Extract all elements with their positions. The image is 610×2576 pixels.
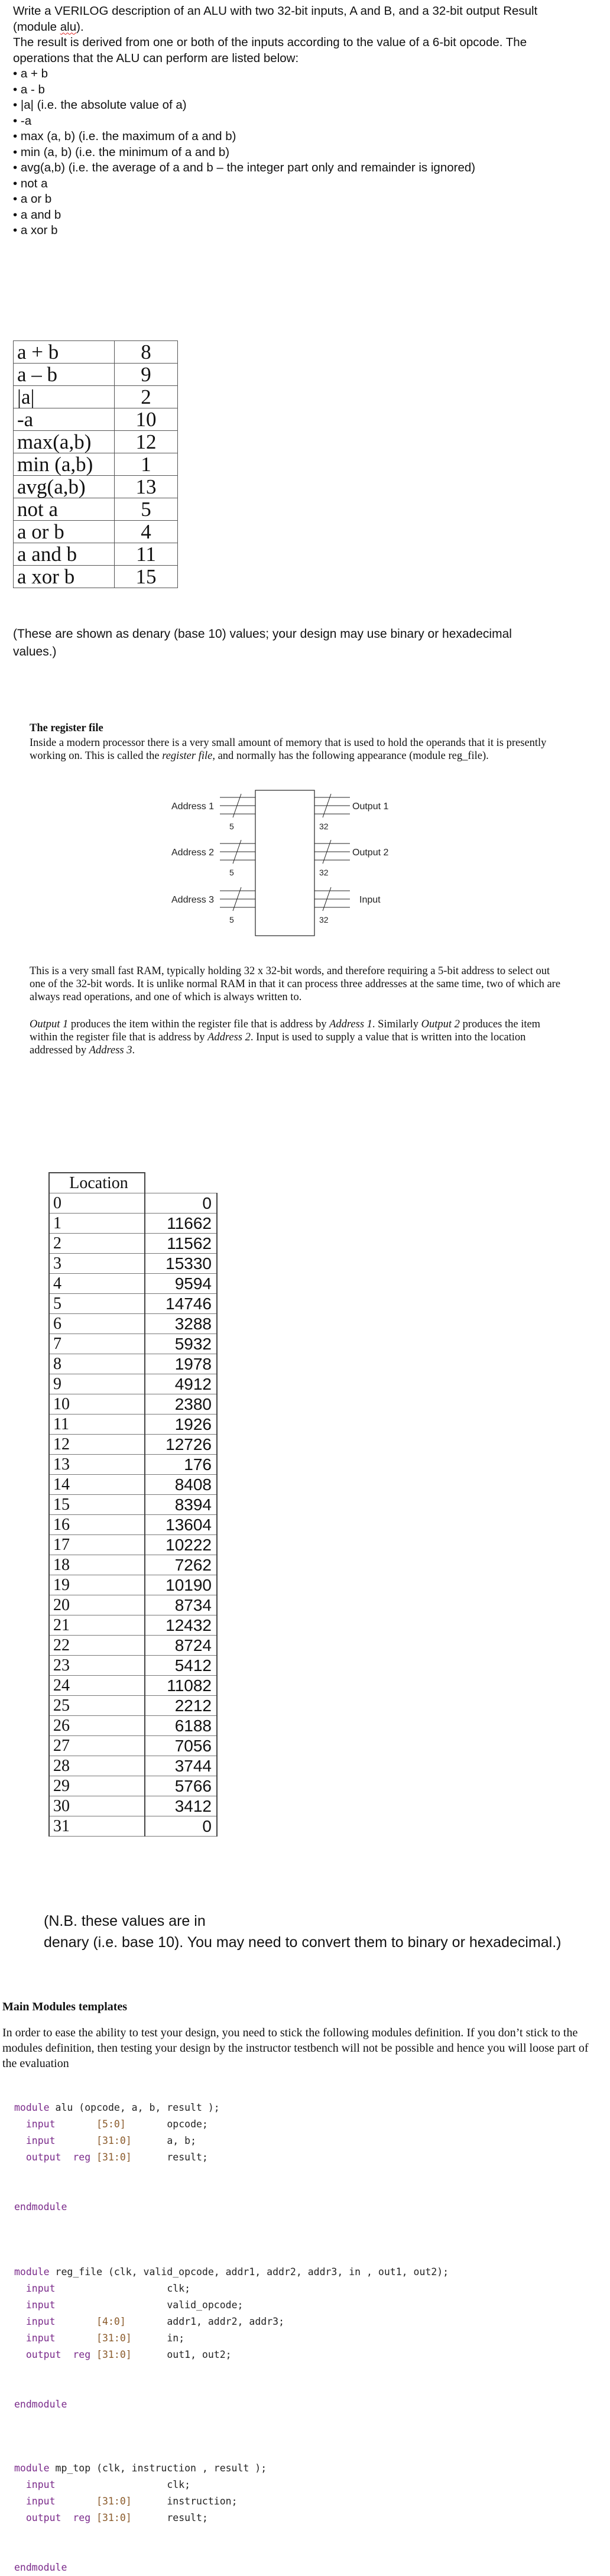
location-row — [49, 1435, 217, 1455]
operation-item: • a or b — [13, 192, 52, 206]
operation-cell: a + b — [14, 341, 115, 364]
code-line — [14, 2559, 267, 2576]
location-cell: 4 — [49, 1274, 145, 1294]
opcode-cell: 9 — [115, 364, 178, 386]
code-line — [14, 2493, 267, 2510]
operation-cell: not a — [14, 498, 115, 521]
value-cell: 2380 — [145, 1394, 217, 1414]
value-cell: 8394 — [145, 1495, 217, 1515]
location-cell: 5 — [49, 1294, 145, 1314]
location-cell: 19 — [49, 1575, 145, 1595]
location-row — [49, 1234, 217, 1254]
value-cell: 1926 — [145, 1414, 217, 1435]
location-cell: 8 — [49, 1354, 145, 1374]
value-cell: 6188 — [145, 1716, 217, 1736]
register-contents-table — [48, 1172, 218, 1837]
location-cell: 22 — [49, 1636, 145, 1656]
operation-cell: a xor b — [14, 566, 115, 588]
code-keyword: reg — [73, 2349, 91, 2360]
code-keyword: input — [25, 2332, 56, 2344]
code-line — [14, 2510, 267, 2526]
operation-item: • a xor b — [13, 223, 58, 237]
location-cell: 11 — [49, 1414, 145, 1435]
rf-text: produces the item within the register file that is address by — [68, 1018, 330, 1030]
location-row — [49, 1394, 217, 1414]
code-keyword: output — [25, 2512, 61, 2523]
output1-width: 32 — [319, 822, 329, 831]
register-file-intro — [30, 737, 562, 763]
nb-note-line: (N.B. these values are in — [44, 1913, 206, 1929]
location-row — [49, 1736, 217, 1756]
opcode-cell: 13 — [115, 476, 178, 498]
location-cell: 0 — [49, 1193, 145, 1214]
location-row — [49, 1475, 217, 1495]
intro-line: Write a VERILOG description of an ALU with two 32-bit inputs, A and B, and a 32-bit output Result — [13, 4, 538, 18]
operation-cell: |a| — [14, 386, 115, 408]
code-range: [5:0] — [96, 2118, 126, 2130]
opcode-cell: 10 — [115, 408, 178, 431]
operation-cell: avg(a,b) — [14, 476, 115, 498]
code-keyword: input — [25, 2118, 56, 2130]
opcode-cell: 4 — [115, 521, 178, 543]
code-line — [14, 2280, 449, 2297]
rf-text: . Input is used to supply a value that is written into the location addressed by — [30, 1031, 526, 1056]
location-cell: 9 — [49, 1374, 145, 1394]
value-cell: 11562 — [145, 1234, 217, 1254]
value-cell: 5766 — [145, 1776, 217, 1796]
code-line — [14, 2460, 267, 2477]
operation-item: • max (a, b) (i.e. the maximum of a and b) — [13, 129, 236, 143]
location-row — [49, 1656, 217, 1676]
value-cell: 14746 — [145, 1294, 217, 1314]
value-cell: 11662 — [145, 1214, 217, 1234]
intro-text: alu — [60, 20, 77, 34]
location-row — [49, 1535, 217, 1555]
code-text: result; — [167, 2152, 208, 2163]
location-row — [49, 1595, 217, 1615]
value-cell: 10222 — [145, 1535, 217, 1555]
code-text: instruction; — [167, 2496, 238, 2507]
value-cell: 7056 — [145, 1736, 217, 1756]
opcode-row — [14, 341, 178, 364]
opcode-row — [14, 408, 178, 431]
mp-top-module-code — [14, 2460, 267, 2576]
location-row — [49, 1254, 217, 1274]
location-cell: 14 — [49, 1475, 145, 1495]
code-range: [31:0] — [96, 2349, 132, 2360]
opcode-cell: 12 — [115, 431, 178, 453]
code-line — [14, 2297, 449, 2314]
opcode-row — [14, 431, 178, 453]
code-keyword: endmodule — [14, 2201, 67, 2212]
code-range: [31:0] — [96, 2512, 132, 2523]
code-line — [14, 2347, 449, 2363]
location-row — [49, 1676, 217, 1696]
location-row — [49, 1414, 217, 1435]
alu-module-code — [14, 2100, 220, 2215]
operation-item: • a and b — [13, 207, 61, 222]
code-line — [14, 2477, 267, 2493]
value-cell: 3412 — [145, 1796, 217, 1816]
operation-cell: a – b — [14, 364, 115, 386]
operation-item: • a + b — [13, 67, 48, 80]
rf-text: . Similarly — [372, 1018, 421, 1030]
code-line — [14, 2314, 449, 2330]
intro-text: (module — [13, 20, 60, 34]
code-text: alu (opcode, a, b, result ); — [55, 2102, 220, 2113]
code-range: [31:0] — [96, 2152, 132, 2163]
value-cell: 12726 — [145, 1435, 217, 1455]
code-keyword: input — [25, 2299, 56, 2311]
location-cell: 6 — [49, 1314, 145, 1334]
operation-item: • -a — [13, 113, 32, 128]
denary-note: (These are shown as denary (base 10) values; your design may use binary or hexadecimal values.) — [13, 627, 512, 658]
code-text: reg_file (clk, valid_opcode, addr1, addr2, addr3, in , out1, out2); — [55, 2266, 449, 2277]
operation-item: • not a — [13, 176, 48, 190]
location-cell: 23 — [49, 1656, 145, 1676]
code-keyword: input — [25, 2283, 56, 2294]
location-cell: 15 — [49, 1495, 145, 1515]
location-cell: 12 — [49, 1435, 145, 1455]
register-file-diagram — [171, 789, 408, 961]
operation-item: • |a| (i.e. the absolute value of a) — [13, 98, 187, 112]
location-cell: 16 — [49, 1515, 145, 1535]
code-text: clk; — [167, 2479, 191, 2490]
location-cell: 21 — [49, 1615, 145, 1636]
intro-section — [13, 4, 598, 239]
location-row — [49, 1515, 217, 1535]
location-cell: 26 — [49, 1716, 145, 1736]
code-text: addr1, addr2, addr3; — [167, 2316, 285, 2327]
rf-text-emphasis: Output 1 — [30, 1018, 69, 1030]
rf-text: . — [132, 1044, 135, 1056]
location-row — [49, 1776, 217, 1796]
value-cell: 5412 — [145, 1656, 217, 1676]
code-line — [14, 2182, 220, 2199]
rf-text-emphasis: Address 3 — [89, 1044, 132, 1056]
code-keyword: input — [25, 2496, 56, 2507]
code-line — [14, 2396, 449, 2413]
intro-line: operations that the ALU can perform are listed below: — [13, 51, 299, 65]
register-file-title: The register file — [30, 722, 103, 734]
rf-text-emphasis: Output 2 — [421, 1018, 460, 1030]
opcode-cell: 15 — [115, 566, 178, 588]
code-line — [14, 2380, 449, 2396]
code-line — [14, 2133, 220, 2149]
location-row — [49, 1555, 217, 1575]
operation-cell: min (a,b) — [14, 453, 115, 476]
code-keyword: input — [25, 2135, 56, 2146]
location-row — [49, 1575, 217, 1595]
value-header — [145, 1173, 217, 1193]
location-row — [49, 1374, 217, 1394]
location-row — [49, 1716, 217, 1736]
rf-text: Inside a modern processor there is a very small amount of memory that is used to hold the operands that it is presently working on. This is called the — [30, 737, 547, 762]
code-keyword: input — [25, 2479, 56, 2490]
address3-label: Address 3 — [171, 895, 215, 905]
main-modules-description: In order to ease the ability to test your design, you need to stick the following modules definition. If you don’t stick to the modules definition, then testing your design by the instructor testbench will not be possible and hence you will loose part of the evaluation — [2, 2026, 589, 2070]
code-text: mp_top (clk, instruction , result ); — [55, 2463, 267, 2474]
code-keyword: module — [14, 2102, 50, 2113]
code-line — [14, 2330, 449, 2347]
opcode-row — [14, 453, 178, 476]
nb-note — [44, 1910, 588, 1953]
code-keyword: module — [14, 2266, 50, 2277]
register-file-ports — [30, 1018, 562, 1057]
value-cell: 1978 — [145, 1354, 217, 1374]
opcode-cell: 11 — [115, 543, 178, 566]
opcode-cell: 8 — [115, 341, 178, 364]
output2-width: 32 — [319, 868, 329, 877]
location-row — [49, 1495, 217, 1515]
rf-text-emphasis: Address 1 — [329, 1018, 372, 1030]
rf-text-emphasis: register file — [162, 750, 213, 762]
location-cell: 27 — [49, 1736, 145, 1756]
code-text: clk; — [167, 2283, 191, 2294]
opcode-table — [13, 340, 178, 588]
value-cell: 4912 — [145, 1374, 217, 1394]
code-text: result; — [167, 2512, 208, 2523]
code-keyword: reg — [73, 2512, 91, 2523]
location-header: Location — [49, 1173, 145, 1193]
code-text: valid_opcode; — [167, 2299, 244, 2311]
opcode-cell: 5 — [115, 498, 178, 521]
rf-text-emphasis: Address 2 — [207, 1031, 251, 1043]
opcode-row — [14, 386, 178, 408]
location-row — [49, 1696, 217, 1716]
value-cell: 3288 — [145, 1314, 217, 1334]
value-cell: 2212 — [145, 1696, 217, 1716]
opcode-row — [14, 364, 178, 386]
location-row — [49, 1354, 217, 1374]
code-line — [14, 2199, 220, 2215]
location-header-row — [49, 1173, 217, 1193]
intro-text: ). — [76, 20, 84, 34]
location-row — [49, 1636, 217, 1656]
reg-file-module-code — [14, 2264, 449, 2413]
nb-note-line: denary (i.e. base 10). You may need to convert them to binary or hexadecimal.) — [44, 1934, 562, 1951]
code-line — [14, 2100, 220, 2116]
location-row — [49, 1193, 217, 1214]
location-cell: 17 — [49, 1535, 145, 1555]
opcode-row — [14, 566, 178, 588]
location-row — [49, 1314, 217, 1334]
code-text: opcode; — [167, 2118, 208, 2130]
address3-width: 5 — [229, 915, 234, 924]
operation-item: • a - b — [13, 82, 45, 96]
location-cell: 1 — [49, 1214, 145, 1234]
value-cell: 11082 — [145, 1676, 217, 1696]
opcode-row — [14, 521, 178, 543]
code-keyword: input — [25, 2316, 56, 2327]
opcode-cell: 1 — [115, 453, 178, 476]
location-cell: 3 — [49, 1254, 145, 1274]
register-file-description: This is a very small fast RAM, typically holding 32 x 32-bit words, and therefore requiring a 5-bit address to select out one of the 32-bit words. It is unlike normal RAM in that it can process three addresses at the same time, two of which are always read operations, and one of which is always written to. — [30, 965, 561, 1003]
code-range: [31:0] — [96, 2135, 132, 2146]
rf-text: produces the item within the register file that is address by — [30, 1018, 541, 1043]
code-line — [14, 2166, 220, 2182]
location-row — [49, 1214, 217, 1234]
value-cell: 12432 — [145, 1615, 217, 1636]
location-cell: 31 — [49, 1816, 145, 1837]
address1-label: Address 1 — [171, 802, 215, 812]
operation-item: • min (a, b) (i.e. the minimum of a and b) — [13, 145, 230, 159]
code-text: out1, out2; — [167, 2349, 232, 2360]
value-cell: 8734 — [145, 1595, 217, 1615]
code-range: [31:0] — [96, 2332, 132, 2344]
value-cell: 15330 — [145, 1254, 217, 1274]
location-row — [49, 1816, 217, 1837]
code-keyword: endmodule — [14, 2399, 67, 2410]
address1-width: 5 — [229, 822, 234, 831]
value-cell: 13604 — [145, 1515, 217, 1535]
location-cell: 18 — [49, 1555, 145, 1575]
value-cell: 9594 — [145, 1274, 217, 1294]
operation-cell: a and b — [14, 543, 115, 566]
operation-item: • avg(a,b) (i.e. the average of a and b – the integer part only and remainder is ignored) — [13, 161, 476, 174]
location-cell: 10 — [49, 1394, 145, 1414]
location-cell: 24 — [49, 1676, 145, 1696]
intro-line — [13, 20, 598, 35]
code-keyword: reg — [73, 2152, 91, 2163]
code-keyword: output — [25, 2349, 61, 2360]
rf-text: , and normally has the following appearance (module reg_file). — [212, 750, 489, 762]
opcode-row — [14, 476, 178, 498]
code-line — [14, 2363, 449, 2380]
value-cell: 7262 — [145, 1555, 217, 1575]
address2-label: Address 2 — [171, 848, 215, 858]
location-cell: 13 — [49, 1455, 145, 1475]
location-row — [49, 1294, 217, 1314]
location-cell: 28 — [49, 1756, 145, 1776]
location-cell: 25 — [49, 1696, 145, 1716]
code-line — [14, 2526, 267, 2543]
code-keyword: endmodule — [14, 2562, 67, 2573]
code-text: in; — [167, 2332, 185, 2344]
value-cell: 0 — [145, 1193, 217, 1214]
main-modules-title: Main Modules templates — [2, 2000, 128, 2013]
opcode-row — [14, 543, 178, 566]
operation-cell: max(a,b) — [14, 431, 115, 453]
location-row — [49, 1334, 217, 1354]
location-row — [49, 1756, 217, 1776]
value-cell: 8724 — [145, 1636, 217, 1656]
code-line — [14, 2264, 449, 2280]
code-line — [14, 2149, 220, 2166]
value-cell: 10190 — [145, 1575, 217, 1595]
input-width: 32 — [319, 915, 329, 924]
operations-list — [13, 66, 598, 239]
code-range: [4:0] — [96, 2316, 126, 2327]
location-row — [49, 1274, 217, 1294]
code-keyword: module — [14, 2463, 50, 2474]
location-row — [49, 1455, 217, 1475]
opcode-cell: 2 — [115, 386, 178, 408]
register-file-box — [255, 790, 314, 936]
location-row — [49, 1615, 217, 1636]
operation-cell: a or b — [14, 521, 115, 543]
output2-label: Output 2 — [352, 848, 389, 858]
value-cell: 0 — [145, 1816, 217, 1837]
location-row — [49, 1796, 217, 1816]
code-text: a, b; — [167, 2135, 196, 2146]
opcode-row — [14, 498, 178, 521]
value-cell: 3744 — [145, 1756, 217, 1776]
output1-label: Output 1 — [352, 802, 389, 812]
location-cell: 30 — [49, 1796, 145, 1816]
operation-cell: -a — [14, 408, 115, 431]
value-cell: 5932 — [145, 1334, 217, 1354]
intro-line: The result is derived from one or both of the inputs according to the value of a 6-bit opcode. The — [13, 35, 527, 49]
code-range: [31:0] — [96, 2496, 132, 2507]
location-cell: 20 — [49, 1595, 145, 1615]
code-line — [14, 2116, 220, 2133]
location-cell: 29 — [49, 1776, 145, 1796]
code-line — [14, 2543, 267, 2559]
location-cell: 2 — [49, 1234, 145, 1254]
address2-width: 5 — [229, 868, 234, 877]
location-cell: 7 — [49, 1334, 145, 1354]
value-cell: 8408 — [145, 1475, 217, 1495]
value-cell: 176 — [145, 1455, 217, 1475]
code-keyword: output — [25, 2152, 61, 2163]
input-label: Input — [359, 895, 381, 905]
